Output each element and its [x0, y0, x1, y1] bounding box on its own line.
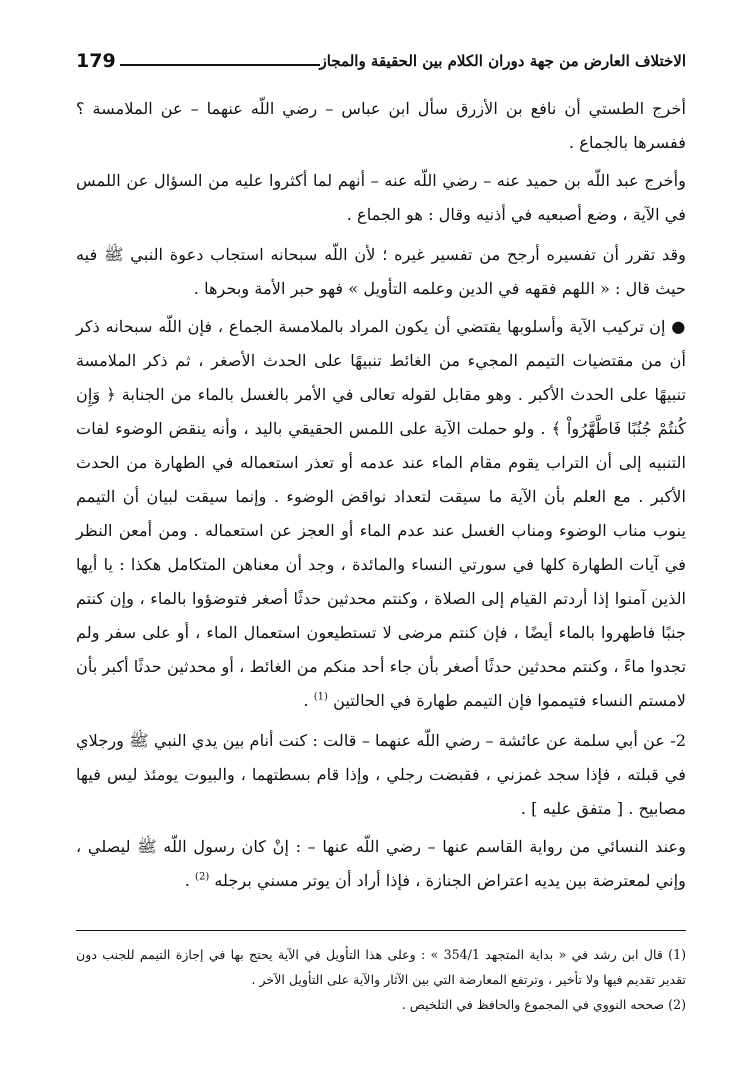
footnote-ref-1: (1)	[313, 691, 328, 703]
footnotes	[76, 942, 686, 1017]
footnote-ref-2: (2)	[195, 871, 210, 883]
paragraph-3	[76, 238, 686, 306]
main-text	[76, 92, 686, 904]
paragraph-5-text: 2- عن أبي سلمة عن عائشة – رضي اللّه عنهما – قالت : كنت أنام بين يدي النبي ﷺ ورجلاي في قبلته ، فإذا سجد غمزني ، فقبضت رجلي ، وإذا قام بسطتهما ، والبيوت يومئذ ليس فيها مصابيح . [ متفق عليه ] .	[76, 731, 686, 818]
paragraph-2-text: وأخرج عبد اللّه بن حميد عنه – رضي اللّه عنه – أنهم لما أكثروا عليه من السؤال عن اللمس في الآية ، وضع أصبعيه في أذنيه وقال : هو الجماع .	[76, 171, 686, 224]
bullet-marker: ●	[671, 317, 686, 336]
end-mark-2: .	[184, 871, 190, 890]
footnote-2: (2) صححه النووي في المجموع والحافظ في التلخيص .	[401, 997, 686, 1012]
page-number: 179	[76, 50, 116, 72]
paragraph-1	[76, 92, 686, 160]
end-mark-1: .	[303, 691, 309, 710]
footnote-separator	[76, 930, 686, 931]
paragraph-6-text: وعند النسائي من رواية القاسم عنها – رضي اللّه عنها – : إنْ كان رسول اللّه ﷺ ليصلي ، وإني لمعترضة بين يديه اعتراض الجنازة ، فإذا أراد أن يوتر مسني برجله	[76, 837, 686, 890]
paragraph-1-text: أخرج الطستي أن نافع بن الأزرق سأل ابن عباس – رضي اللّه عنهما – عن الملامسة ؟ ففسرها بالجماع .	[76, 99, 686, 152]
footnote-1: (1) قال ابن رشد في « بداية المتجهد 354/1 » : وعلى هذا التأويل في الآية يحتج بها في إجازة التيمم للجنب دون تقدير تقديم فيها ولا تأخير ، وترتفع المعارضة التي بين الآثار والآية على التأويل الآخر .	[76, 947, 686, 987]
paragraph-6	[76, 830, 686, 898]
page-header	[76, 46, 686, 80]
paragraph-5	[76, 724, 686, 826]
paragraph-2	[76, 164, 686, 232]
paragraph-4	[76, 310, 686, 718]
paragraph-4-text: إن تركيب الآية وأسلوبها يقتضي أن يكون المراد بالملامسة الجماع ، فإن اللّه سبحانه ذكر أن من مقتضيات التيمم المجيء من الغائط تنبيهًا على الحدث الأصغر ، ثم ذكر الملامسة تنبيهًا على الحدث الأكبر . وهو مقابل لقوله تعالى في الأمر بالغسل بالماء من الجنابة ﴿ وَإِن كُنتُمْ جُنُبًا فَاطَّهَّرُواْ ﴾ . ولو حملت الآية على اللمس الحقيقي باليد ، وأنه ينقض الوضوء لفات التنبيه إلى أن التراب يقوم مقام الماء عند عدمه أو تعذر استعماله في الطهارة من الحدث الأكبر . مع العلم بأن الآية ما سيقت لتعداد نواقض الوضوء . وإنما سيقت لبيان أن التيمم ينوب مناب الوضوء ومناب الغسل عند عدم الماء أو العجز عن استعماله . ومن أمعن النظر في آيات الطهارة كلها في سورتي النساء والمائدة ، وجد أن معناهن المتكامل هكذا : يا أيها الذين آمنوا إذا أردتم القيام إلى الصلاة ، وكنتم محدثين حدثًا أصغر فتوضؤوا بالماء ، وإن كنتم جنبًا فاطهروا بالماء أيضًا ، فإن كنتم مرضى لا تستطيعون استعمال الماء ، أو على سفر ولم تجدوا ماءً ، وكنتم محدثين حدثًا أصغر بأن جاء أحد منكم من الغائط ، أو محدثين حدثًا أكبر بأن لامستم النساء فتيمموا فإن التيمم طهارة في الحالتين	[76, 317, 686, 710]
running-title: الاختلاف العارض من جهة دوران الكلام بين الحقيقة والمجاز	[319, 52, 686, 70]
paragraph-3-text: وقد تقرر أن تفسيره أرجح من تفسير غيره ؛ لأن اللّه سبحانه استجاب دعوة النبي ﷺ فيه حيث قال : « اللهم فقهه في الدين وعلمه التأويل » فهو حبر الأمة وبحرها .	[76, 245, 686, 298]
header-rule	[120, 64, 320, 66]
